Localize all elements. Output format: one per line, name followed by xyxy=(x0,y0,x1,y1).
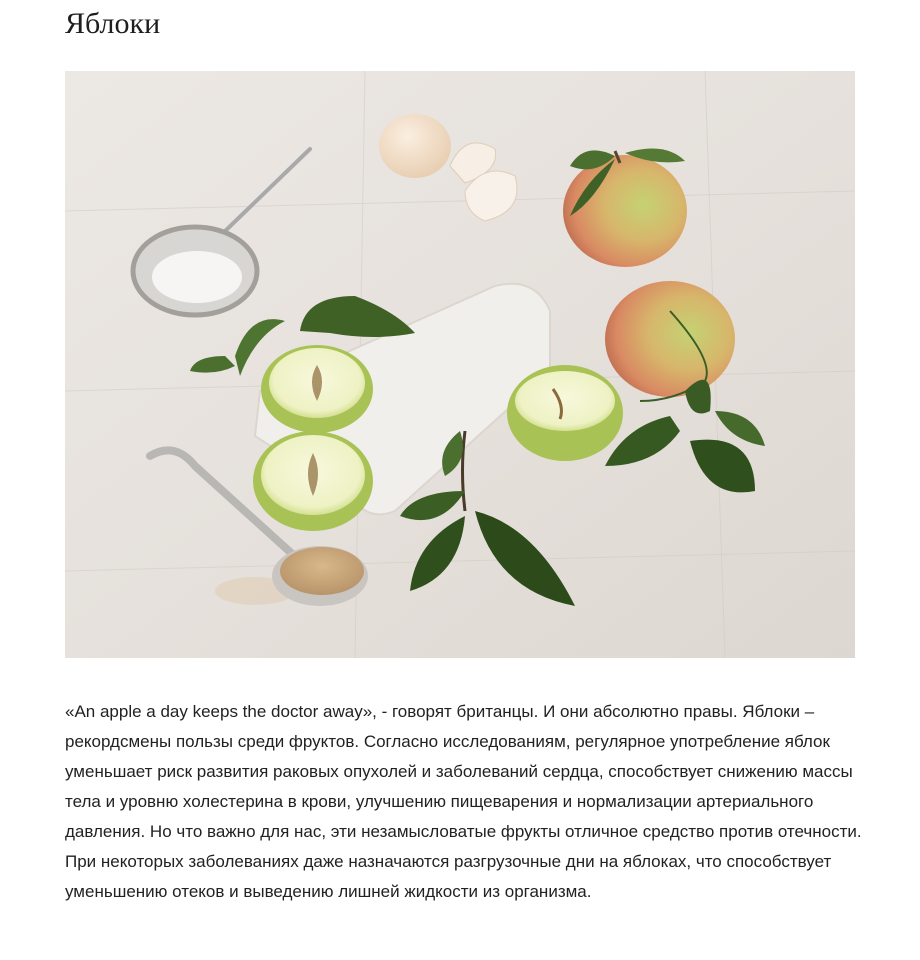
article-paragraph: «An apple a day keeps the doctor away», - говорят британцы. И они абсолютно правы. Яблоки – рекордсмены пользы среди фруктов. Согласно исследованиям, регулярное употребление яблок уменьшает риск развития раковых опухолей и заболеваний сердца, способствует снижению массы тела и уровню холестерина в крови, улучшению пищеварения и нормализации артериального давления. Но что важно для нас, эти незамысловатые фрукты отличное средство против отечности. При некоторых заболеваниях даже назначаются разгрузочные дни на яблоках, что способствует уменьшению отеков и выведению лишней жидкости из организма. xyxy=(65,702,862,901)
apple-half-center xyxy=(507,365,623,461)
apples-photo xyxy=(65,71,855,658)
page-title: Яблоки xyxy=(65,7,161,40)
apple-half-left-bottom xyxy=(253,431,373,531)
